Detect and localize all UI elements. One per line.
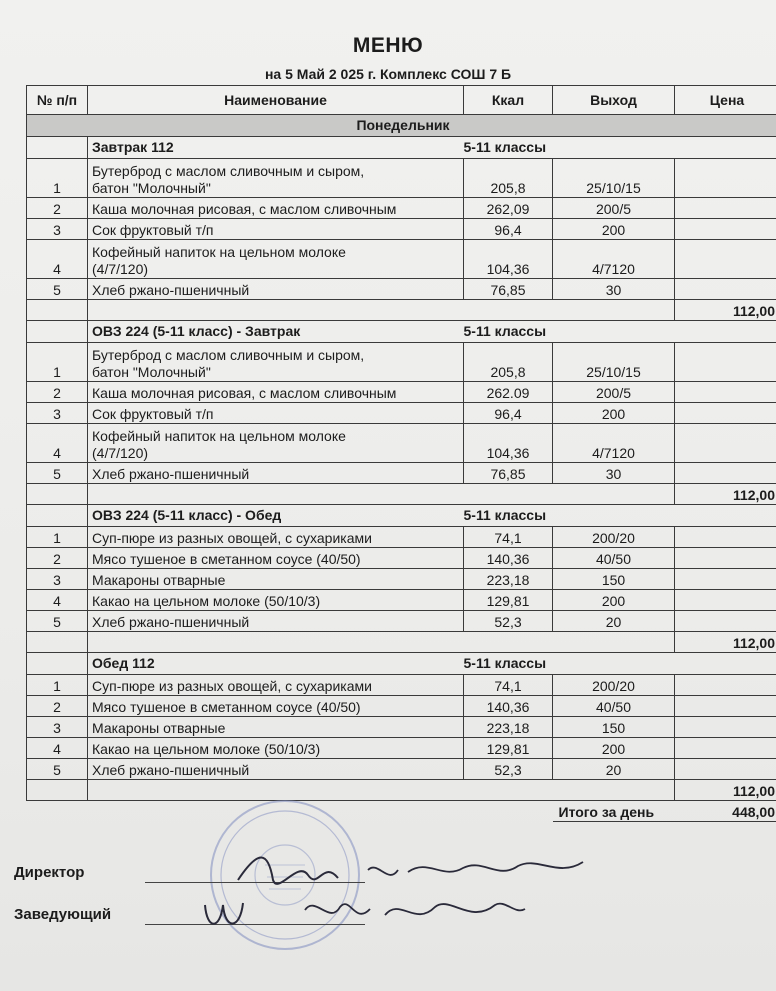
item-output: 20: [553, 759, 675, 780]
table-row: [27, 382, 776, 403]
section-no-cell: [27, 137, 88, 159]
item-output: 200: [553, 738, 675, 759]
item-output: 4/7120: [553, 240, 675, 279]
head-label: Заведующий: [14, 906, 112, 923]
item-kcal: 262.09: [464, 382, 553, 403]
item-price: [675, 527, 776, 548]
table-row: [27, 527, 776, 548]
table-row: [27, 240, 776, 279]
item-name-line2: батон "Молочный": [92, 180, 211, 196]
item-price: [675, 198, 776, 219]
table-row: [27, 279, 776, 300]
header-row: [27, 86, 776, 115]
item-no: 1: [27, 159, 88, 198]
item-name: [88, 198, 464, 219]
item-kcal: 96,4: [464, 403, 553, 424]
table-row: [27, 696, 776, 717]
item-kcal: 76,85: [464, 463, 553, 484]
item-kcal: 104,36: [464, 240, 553, 279]
item-output: 20: [553, 611, 675, 632]
item-output: 200/20: [553, 527, 675, 548]
item-no: 4: [27, 240, 88, 279]
item-name: [88, 240, 464, 279]
table-row: [27, 569, 776, 590]
sum-blank-no: [27, 300, 88, 321]
section-classes: 5-11 классы: [464, 137, 675, 159]
item-kcal: 129,81: [464, 590, 553, 611]
item-output: 200: [553, 403, 675, 424]
item-name-line2: батон "Молочный": [92, 364, 211, 380]
day-total-value: 448,00: [675, 801, 776, 822]
section-no-cell: [27, 653, 88, 675]
section-sum: 112,00: [675, 484, 776, 505]
item-name-line1: Мясо тушеное в сметанном соусе (40/50): [92, 551, 361, 567]
section-sum: 112,00: [675, 632, 776, 653]
item-output: 150: [553, 717, 675, 738]
item-no: 2: [27, 548, 88, 569]
section-row: [27, 137, 776, 159]
item-name: [88, 738, 464, 759]
section-price-cell: [675, 321, 776, 343]
item-price: [675, 759, 776, 780]
table-row: [27, 343, 776, 382]
item-name: [88, 382, 464, 403]
sum-blank: [88, 780, 675, 801]
item-name-line1: Макароны отварные: [92, 572, 226, 588]
item-kcal: 74,1: [464, 675, 553, 696]
table-row: [27, 611, 776, 632]
table-row: [27, 403, 776, 424]
table-row: [27, 590, 776, 611]
item-name: [88, 590, 464, 611]
item-no: 3: [27, 403, 88, 424]
section-sum-row: [27, 632, 776, 653]
sum-blank-no: [27, 780, 88, 801]
sum-blank-no: [27, 632, 88, 653]
item-no: 3: [27, 717, 88, 738]
item-price: [675, 675, 776, 696]
sum-blank: [88, 300, 675, 321]
item-name-line1: Суп-пюре из разных овощей, с сухариками: [92, 530, 372, 546]
item-name-line1: Кофейный напиток на цельном молоке: [92, 244, 346, 260]
section-no-cell: [27, 321, 88, 343]
table-row: [27, 675, 776, 696]
document-subtitle: на 5 Май 2 025 г. Комплекс СОШ 7 Б: [264, 66, 512, 82]
item-no: 3: [27, 569, 88, 590]
header-output: Выход: [553, 86, 675, 115]
item-output: 40/50: [553, 696, 675, 717]
item-kcal: 140,36: [464, 548, 553, 569]
section-price-cell: [675, 505, 776, 527]
section-sum-row: [27, 780, 776, 801]
item-no: 2: [27, 382, 88, 403]
section-row: [27, 653, 776, 675]
item-kcal: 262,09: [464, 198, 553, 219]
table-row: [27, 463, 776, 484]
item-price: [675, 696, 776, 717]
item-kcal: 76,85: [464, 279, 553, 300]
item-name-line1: Хлеб ржано-пшеничный: [92, 762, 250, 778]
item-no: 2: [27, 696, 88, 717]
table-row: [27, 717, 776, 738]
day-row: [27, 115, 776, 137]
item-output: 200/5: [553, 198, 675, 219]
item-name: [88, 403, 464, 424]
item-kcal: 140,36: [464, 696, 553, 717]
item-price: [675, 569, 776, 590]
item-price: [675, 403, 776, 424]
item-output: 25/10/15: [553, 159, 675, 198]
item-name-line1: Суп-пюре из разных овощей, с сухариками: [92, 678, 372, 694]
item-price: [675, 548, 776, 569]
head-signature: [195, 885, 535, 940]
item-price: [675, 343, 776, 382]
item-output: 200/5: [553, 382, 675, 403]
item-kcal: 223,18: [464, 569, 553, 590]
item-name-line1: Какао на цельном молоке (50/10/3): [92, 741, 321, 757]
item-price: [675, 382, 776, 403]
header-kcal: Ккал: [464, 86, 553, 115]
menu-body: [27, 115, 776, 822]
item-output: 4/7120: [553, 424, 675, 463]
item-kcal: 74,1: [464, 527, 553, 548]
header-price: Цена: [675, 86, 776, 115]
section-row: [27, 505, 776, 527]
item-name-line1: Сок фруктовый т/п: [92, 222, 214, 238]
item-kcal: 104,36: [464, 424, 553, 463]
table-row: [27, 424, 776, 463]
sum-blank: [88, 484, 675, 505]
item-name-line1: Сок фруктовый т/п: [92, 406, 214, 422]
item-kcal: 129,81: [464, 738, 553, 759]
item-kcal: 52,3: [464, 611, 553, 632]
item-price: [675, 463, 776, 484]
item-output: 25/10/15: [553, 343, 675, 382]
day-total-label: Итого за день: [553, 801, 675, 822]
item-output: 200/20: [553, 675, 675, 696]
day-label: Понедельник: [27, 115, 776, 137]
item-output: 200: [553, 219, 675, 240]
section-title: Завтрак 112: [88, 137, 464, 159]
header-no: № п/п: [27, 86, 88, 115]
table-row: [27, 159, 776, 198]
section-title: Обед 112: [88, 653, 464, 675]
item-no: 5: [27, 463, 88, 484]
section-sum: 112,00: [675, 300, 776, 321]
section-price-cell: [675, 137, 776, 159]
item-no: 3: [27, 219, 88, 240]
item-name: [88, 569, 464, 590]
item-no: 1: [27, 343, 88, 382]
item-no: 1: [27, 675, 88, 696]
section-price-cell: [675, 653, 776, 675]
item-name-line1: Какао на цельном молоке (50/10/3): [92, 593, 321, 609]
sum-blank-no: [27, 484, 88, 505]
item-price: [675, 159, 776, 198]
item-name: [88, 548, 464, 569]
section-classes: 5-11 классы: [464, 505, 675, 527]
item-name-line1: Бутерброд с маслом сливочным и сыром,: [92, 347, 365, 363]
day-total-row: [27, 801, 776, 822]
item-no: 5: [27, 759, 88, 780]
item-no: 4: [27, 424, 88, 463]
item-name-line1: Кофейный напиток на цельном молоке: [92, 428, 346, 444]
item-no: 4: [27, 738, 88, 759]
item-name: [88, 219, 464, 240]
item-output: 30: [553, 463, 675, 484]
item-price: [675, 717, 776, 738]
item-name: [88, 159, 464, 198]
section-title: ОВЗ 224 (5-11 класс) - Завтрак: [88, 321, 464, 343]
item-name: [88, 527, 464, 548]
item-kcal: 205,8: [464, 159, 553, 198]
item-no: 4: [27, 590, 88, 611]
item-name: [88, 759, 464, 780]
item-name: [88, 717, 464, 738]
table-row: [27, 548, 776, 569]
section-classes: 5-11 классы: [464, 653, 675, 675]
item-kcal: 205,8: [464, 343, 553, 382]
item-name-line2: (4/7/120): [92, 261, 149, 277]
item-name: [88, 611, 464, 632]
item-name-line1: Хлеб ржано-пшеничный: [92, 282, 250, 298]
item-name-line1: Хлеб ржано-пшеничный: [92, 614, 250, 630]
table-row: [27, 759, 776, 780]
section-sum-row: [27, 484, 776, 505]
item-output: 30: [553, 279, 675, 300]
item-name-line1: Мясо тушеное в сметанном соусе (40/50): [92, 699, 361, 715]
section-sum: 112,00: [675, 780, 776, 801]
menu-table: [26, 85, 776, 822]
item-no: 5: [27, 279, 88, 300]
section-title: ОВЗ 224 (5-11 класс) - Обед: [88, 505, 464, 527]
item-name: [88, 424, 464, 463]
item-price: [675, 279, 776, 300]
section-sum-row: [27, 300, 776, 321]
item-kcal: 223,18: [464, 717, 553, 738]
item-name: [88, 463, 464, 484]
document-title: МЕНЮ: [352, 34, 424, 57]
item-price: [675, 219, 776, 240]
item-name-line1: Хлеб ржано-пшеничный: [92, 466, 250, 482]
total-blank-no: [27, 801, 88, 822]
item-price: [675, 590, 776, 611]
table-row: [27, 738, 776, 759]
section-row: [27, 321, 776, 343]
sum-blank: [88, 632, 675, 653]
section-classes: 5-11 классы: [464, 321, 675, 343]
item-name: [88, 343, 464, 382]
section-no-cell: [27, 505, 88, 527]
director-label: Директор: [14, 864, 85, 881]
item-name-line1: Макароны отварные: [92, 720, 226, 736]
table-row: [27, 198, 776, 219]
item-no: 1: [27, 527, 88, 548]
item-output: 40/50: [553, 548, 675, 569]
item-kcal: 96,4: [464, 219, 553, 240]
item-no: 5: [27, 611, 88, 632]
item-name-line1: Каша молочная рисовая, с маслом сливочным: [92, 201, 397, 217]
item-name: [88, 675, 464, 696]
item-price: [675, 738, 776, 759]
item-kcal: 52,3: [464, 759, 553, 780]
item-price: [675, 240, 776, 279]
item-name-line1: Каша молочная рисовая, с маслом сливочным: [92, 385, 397, 401]
item-output: 150: [553, 569, 675, 590]
header-name: Наименование: [88, 86, 464, 115]
table-row: [27, 219, 776, 240]
item-name: [88, 696, 464, 717]
item-no: 2: [27, 198, 88, 219]
item-name-line1: Бутерброд с маслом сливочным и сыром,: [92, 163, 365, 179]
item-name: [88, 279, 464, 300]
item-name-line2: (4/7/120): [92, 445, 149, 461]
item-price: [675, 424, 776, 463]
item-output: 200: [553, 590, 675, 611]
item-price: [675, 611, 776, 632]
